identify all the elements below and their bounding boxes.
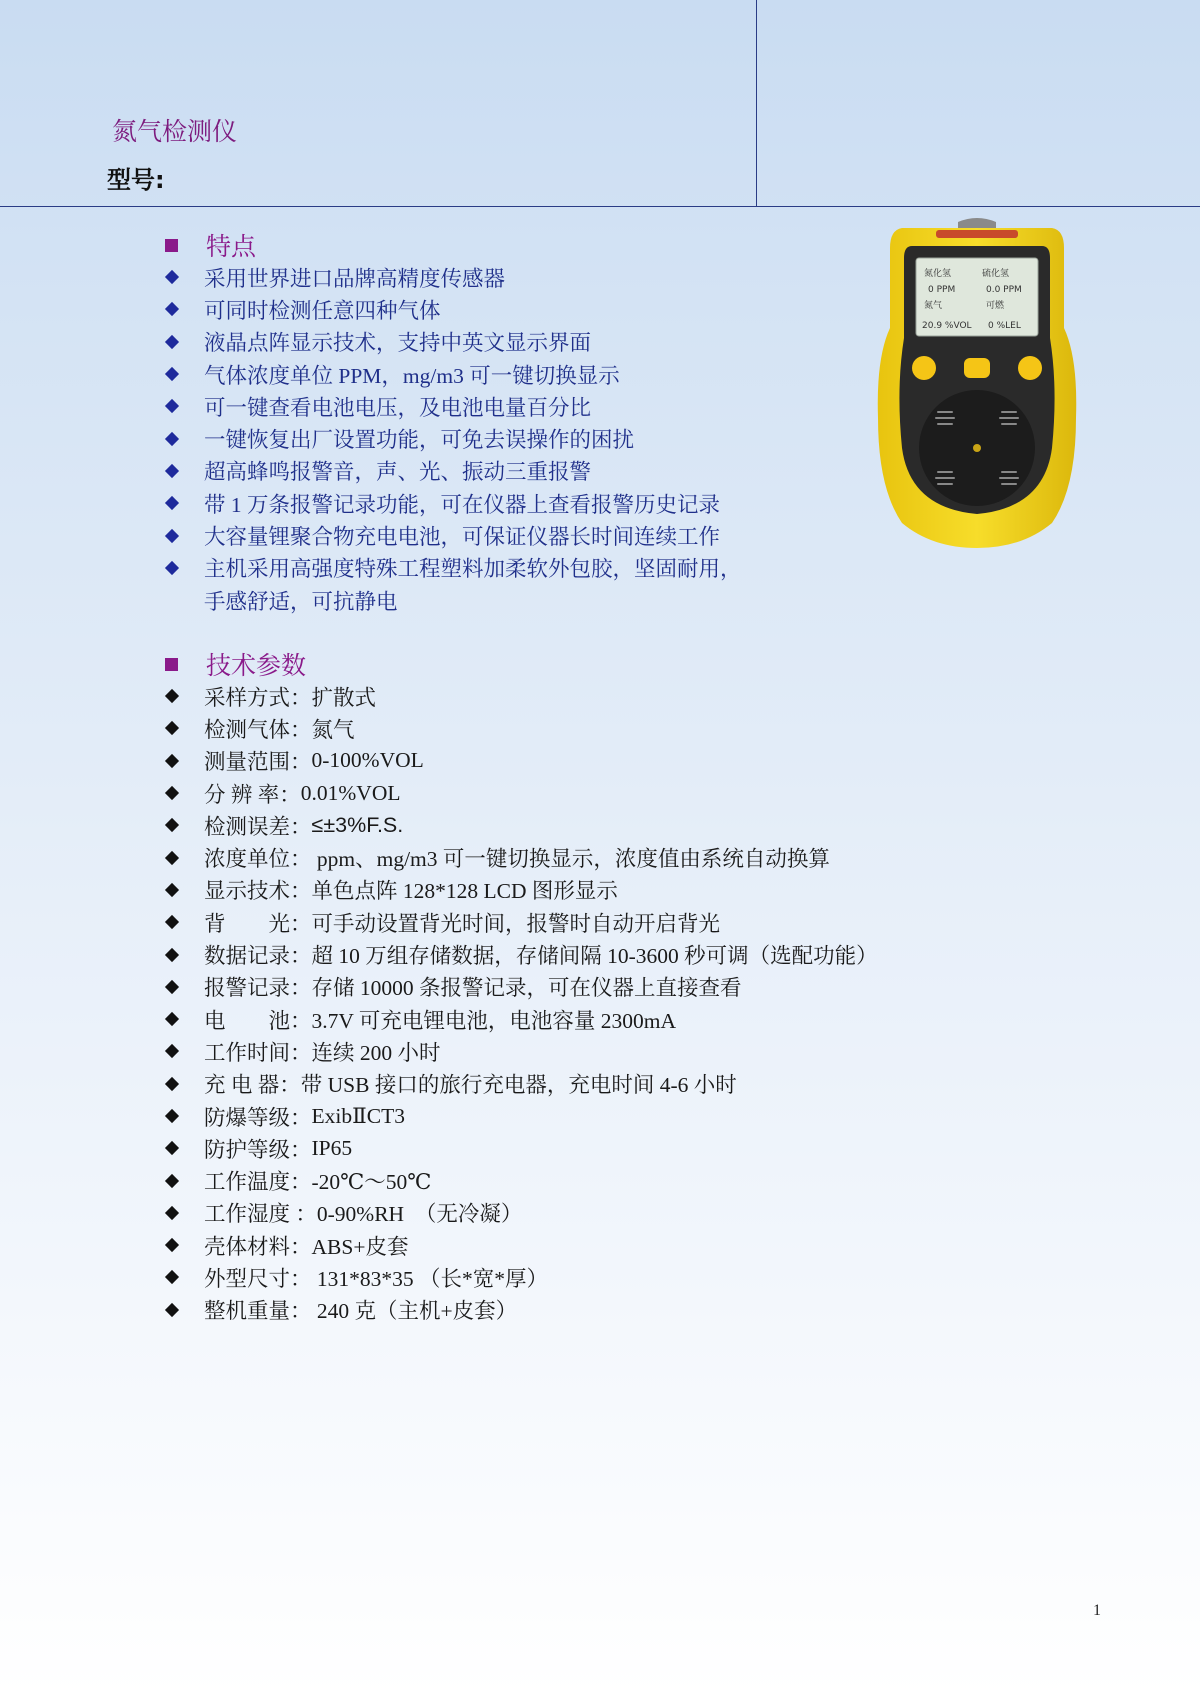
feature-text: 主机采用高强度特殊工程塑料加柔软外包胶，坚固耐用， (204, 557, 742, 582)
param-label: 显示技术： (204, 879, 312, 904)
param-row (165, 712, 878, 744)
diamond-bullet-icon (165, 270, 179, 284)
list-item (165, 487, 742, 519)
feature-text: 可一键查看电池电压，及电池电量百分比 (204, 395, 592, 420)
diamond-bullet-icon (165, 818, 179, 832)
page-number: 1 (1093, 1602, 1101, 1619)
diamond-bullet-icon (165, 399, 179, 413)
param-row (165, 1100, 878, 1132)
param-value: 连续 200 小时 (311, 1040, 441, 1065)
feature-text: 采用世界进口品牌高精度传感器 (204, 266, 506, 291)
diamond-bullet-icon (165, 464, 179, 478)
param-value: 存储 10000 条报警记录，可在仪器上直接查看 (311, 976, 742, 1001)
param-label: 防爆等级： (204, 1105, 312, 1130)
diamond-bullet-icon (165, 1270, 179, 1284)
param-label: 检测误差： (204, 814, 312, 839)
feature-text: 大容量锂聚合物充电电池，可保证仪器长时间连续工作 (204, 525, 721, 550)
diamond-bullet-icon (165, 529, 179, 543)
param-value: IP65 (311, 1135, 353, 1160)
param-row (165, 1229, 878, 1261)
product-title: 氮气检测仪 (112, 117, 238, 146)
feature-text: 可同时检测任意四种气体 (204, 298, 441, 323)
diamond-bullet-icon (165, 1044, 179, 1058)
header-vertical-divider (756, 0, 757, 207)
list-item (165, 326, 742, 358)
param-value: 0.01%VOL (300, 780, 401, 805)
right-button-icon (1018, 356, 1042, 380)
param-label: 工作湿度 ： (204, 1202, 317, 1227)
screen-text: 0 %LEL (988, 321, 1021, 331)
param-label: 充 电 器： (204, 1073, 301, 1098)
diamond-bullet-icon (165, 883, 179, 897)
diamond-bullet-icon (165, 432, 179, 446)
center-button-icon (964, 358, 990, 378)
screen-text: 0.0 PPM (986, 285, 1022, 295)
list-item-continuation (165, 584, 742, 616)
param-row (165, 1035, 878, 1067)
diamond-bullet-icon (165, 335, 179, 349)
param-label: 采样方式： (204, 685, 312, 710)
param-value: 可手动设置背光时间，报警时自动开启背光 (311, 911, 721, 936)
features-heading-label: 特点 (206, 232, 257, 261)
param-value: 3.7V 可充电锂电池，电池容量 2300mA (311, 1008, 677, 1033)
param-value: 131*83*35 （长*宽*厚） (311, 1266, 549, 1291)
diamond-bullet-icon (165, 1141, 179, 1155)
param-value: 超 10 万组存储数据，存储间隔 10-3600 秒可调（选配功能） (311, 944, 878, 969)
param-row (165, 1068, 878, 1100)
feature-text: 气体浓度单位 PPM，mg/m3 可一键切换显示 (204, 363, 620, 388)
param-value: 单色点阵 128*128 LCD 图形显示 (311, 879, 618, 904)
param-row (165, 1132, 878, 1164)
param-value: ExibⅡCT3 (311, 1103, 405, 1128)
sensor-band (936, 230, 1018, 238)
params-heading-label: 技术参数 (206, 651, 307, 680)
params-list (165, 680, 878, 1326)
param-label: 防护等级： (204, 1137, 312, 1162)
param-row (165, 745, 878, 777)
list-item (165, 390, 742, 422)
list-item (165, 519, 742, 551)
param-value: -20℃～50℃ (311, 1170, 432, 1195)
diamond-bullet-icon (165, 786, 179, 800)
screen-text: 20.9 %VOL (922, 321, 972, 331)
page-header (0, 0, 1200, 207)
diamond-bullet-icon (165, 1174, 179, 1188)
param-value: 240 克（主机+皮套） (311, 1299, 518, 1324)
param-label: 背 光： (204, 911, 312, 936)
diamond-bullet-icon (165, 1206, 179, 1220)
diamond-bullet-icon (165, 721, 179, 735)
sensor-hole-icon (973, 444, 981, 452)
features-list (165, 261, 742, 616)
param-row (165, 938, 878, 970)
square-bullet-icon (165, 658, 178, 671)
param-row (165, 1197, 878, 1229)
feature-text: 液晶点阵显示技术，支持中英文显示界面 (204, 331, 592, 356)
feature-text: 超高蜂鸣报警音，声、光、振动三重报警 (204, 460, 592, 485)
list-item (165, 261, 742, 293)
header-horizontal-divider (0, 206, 1200, 207)
list-item (165, 455, 742, 487)
screen-text: 可燃 (986, 301, 1005, 311)
list-item (165, 358, 742, 390)
param-label: 工作温度： (204, 1170, 312, 1195)
param-label: 整机重量： (204, 1299, 312, 1324)
param-value: 带 USB 接口的旅行充电器，充电时间 4-6 小时 (300, 1073, 737, 1098)
params-heading (165, 646, 306, 682)
diamond-bullet-icon (165, 1077, 179, 1091)
diamond-bullet-icon (165, 302, 179, 316)
model-label: 型号: (107, 166, 165, 194)
feature-text: 一键恢复出厂设置功能，可免去误操作的困扰 (204, 428, 635, 453)
gas-detector-image (872, 218, 1082, 550)
param-value: ABS+皮套 (311, 1234, 409, 1259)
param-row (165, 1164, 878, 1196)
param-row (165, 971, 878, 1003)
diamond-bullet-icon (165, 1303, 179, 1317)
screen-text: 氮化氢 (924, 269, 952, 279)
param-value: 0-90%RH （无冷凝） (316, 1202, 523, 1227)
features-heading (165, 227, 256, 263)
param-value: 0-100%VOL (311, 748, 424, 773)
param-label: 检测气体： (204, 717, 312, 742)
feature-text: 手感舒适，可抗静电 (204, 589, 398, 614)
clip-icon (958, 218, 996, 228)
param-row (165, 1294, 878, 1326)
param-row (165, 906, 878, 938)
param-row (165, 777, 878, 809)
diamond-bullet-icon (165, 754, 179, 768)
diamond-bullet-icon (165, 851, 179, 865)
param-row (165, 680, 878, 712)
feature-text: 带 1 万条报警记录功能，可在仪器上查看报警历史记录 (204, 492, 721, 517)
param-row (165, 809, 878, 841)
square-bullet-icon (165, 239, 178, 252)
param-value: 扩散式 (311, 685, 377, 710)
left-button-icon (912, 356, 936, 380)
param-value: ppm、mg/m3 可一键切换显示，浓度值由系统自动换算 (311, 847, 830, 872)
diamond-bullet-icon (165, 915, 179, 929)
param-row (165, 874, 878, 906)
screen-text: 硫化氢 (982, 269, 1010, 279)
diamond-bullet-icon (165, 1012, 179, 1026)
list-item (165, 293, 742, 325)
param-row (165, 1003, 878, 1035)
param-label: 浓度单位： (204, 847, 312, 872)
param-label: 分 辨 率： (204, 782, 301, 807)
diamond-bullet-icon (165, 1238, 179, 1252)
diamond-bullet-icon (165, 561, 179, 575)
diamond-bullet-icon (165, 689, 179, 703)
param-value: 氮气 (311, 717, 355, 742)
param-label: 电 池： (204, 1008, 312, 1033)
param-label: 测量范围： (204, 750, 312, 775)
diamond-bullet-icon (165, 948, 179, 962)
screen-text: 氮气 (924, 301, 943, 311)
diamond-bullet-icon (165, 980, 179, 994)
screen-text: 0 PPM (928, 285, 956, 295)
param-label: 壳体材料： (204, 1234, 312, 1259)
param-label: 报警记录： (204, 976, 312, 1001)
diamond-bullet-icon (165, 367, 179, 381)
param-label: 工作时间： (204, 1040, 312, 1065)
diamond-bullet-icon (165, 496, 179, 510)
param-label: 外型尺寸： (204, 1266, 312, 1291)
param-value: ≤±3%F.S. (311, 812, 404, 837)
diamond-bullet-icon (165, 1109, 179, 1123)
list-item (165, 422, 742, 454)
list-item (165, 552, 742, 584)
param-label: 数据记录： (204, 944, 312, 969)
param-row (165, 841, 878, 873)
param-row (165, 1261, 878, 1293)
